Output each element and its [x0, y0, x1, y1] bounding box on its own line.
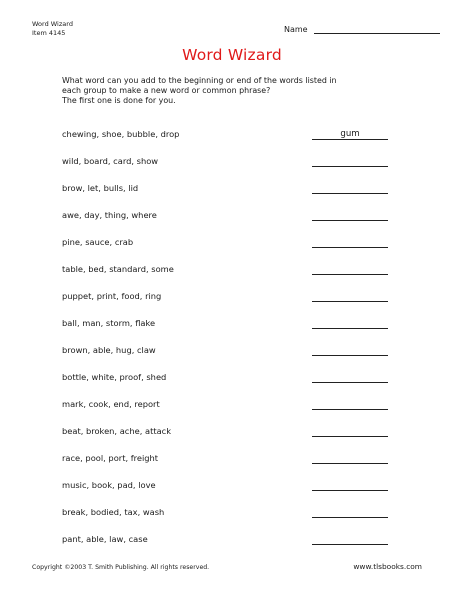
word-group-item: [62, 399, 392, 426]
answer-blank[interactable]: [312, 237, 388, 248]
word-group-item: [62, 183, 392, 210]
word-group-item: [62, 507, 392, 534]
name-label: Name: [284, 25, 308, 34]
page-title: Word Wizard: [182, 46, 282, 64]
answer-blank[interactable]: [312, 291, 388, 302]
word-group-item: [62, 237, 392, 264]
word-group-words: awe, day, thing, where: [62, 210, 157, 220]
word-group-item: [62, 264, 392, 291]
word-group-item: [62, 372, 392, 399]
word-group-words: brow, let, bulls, lid: [62, 183, 139, 193]
word-group-words: pine, sauce, crab: [62, 237, 134, 247]
word-group-item: [62, 156, 392, 183]
word-group-list: [62, 129, 392, 561]
word-group-words: ball, man, storm, flake: [62, 318, 156, 328]
answer-blank[interactable]: [312, 264, 388, 275]
word-group-words: bottle, white, proof, shed: [62, 372, 167, 382]
word-group-item: [62, 426, 392, 453]
word-group-item: [62, 453, 392, 480]
answer-blank[interactable]: [312, 345, 388, 356]
answer-blank[interactable]: [312, 156, 388, 167]
word-group-words: music, book, pad, love: [62, 480, 156, 490]
worksheet-name: Word Wizard: [32, 20, 73, 28]
word-group-words: brown, able, hug, claw: [62, 345, 156, 355]
answer-blank[interactable]: [312, 183, 388, 194]
word-group-words: puppet, print, food, ring: [62, 291, 162, 301]
word-group-item: [62, 129, 392, 156]
answer-blank[interactable]: [312, 399, 388, 410]
word-group-item: [62, 318, 392, 345]
answer-blank[interactable]: [312, 534, 388, 545]
word-group-item: [62, 210, 392, 237]
word-group-words: table, bed, standard, some: [62, 264, 174, 274]
word-group-words: chewing, shoe, bubble, drop: [62, 129, 180, 139]
instruction-line: each group to make a new word or common phrase?: [62, 86, 271, 95]
answer-blank[interactable]: [312, 318, 388, 329]
copyright-notice: Copyright ©2003 T. Smith Publishing. All rights reserved.: [32, 564, 210, 571]
word-group-words: mark, cook, end, report: [62, 399, 160, 409]
item-number: Item 4145: [32, 29, 66, 37]
word-group-item: [62, 534, 392, 561]
word-group-words: wild, board, card, show: [62, 156, 159, 166]
name-field: [284, 24, 440, 34]
instruction-line: The first one is done for you.: [62, 96, 176, 105]
word-group-item: [62, 480, 392, 507]
answer-blank[interactable]: [312, 453, 388, 464]
answer-blank[interactable]: gum: [312, 129, 388, 140]
word-group-words: break, bodied, tax, wash: [62, 507, 165, 517]
answer-blank[interactable]: [312, 210, 388, 221]
answer-blank[interactable]: [312, 426, 388, 437]
name-input-line[interactable]: [314, 24, 440, 34]
word-group-words: race, pool, port, freight: [62, 453, 159, 463]
answer-blank[interactable]: [312, 372, 388, 383]
instructions: [62, 76, 382, 106]
worksheet-info: [32, 20, 73, 38]
word-group-words: pant, able, law, case: [62, 534, 148, 544]
answer-blank[interactable]: [312, 480, 388, 491]
instruction-line: What word can you add to the beginning or end of the words listed in: [62, 76, 337, 85]
website-link[interactable]: www.tlsbooks.com: [353, 562, 422, 571]
word-group-words: beat, broken, ache, attack: [62, 426, 172, 436]
word-group-item: [62, 345, 392, 372]
answer-blank[interactable]: [312, 507, 388, 518]
word-group-item: [62, 291, 392, 318]
